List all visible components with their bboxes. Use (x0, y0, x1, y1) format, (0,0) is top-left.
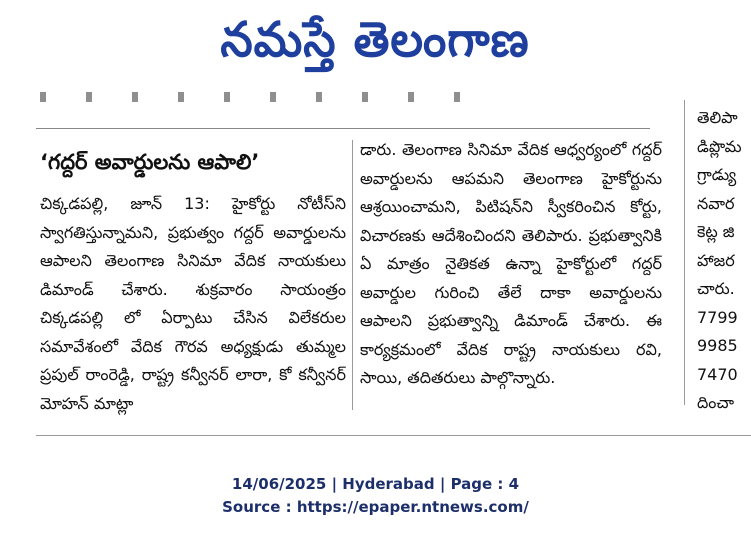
adjacent-line: దించా (697, 393, 735, 412)
adjacent-line: తెలిపా (697, 108, 738, 127)
adjacent-line: హాజర (697, 250, 735, 270)
article-headline: ‘గద్దర్ అవార్డులను ఆపాలి’ (40, 150, 260, 174)
adjacent-line: గ్రాడ్యు (697, 165, 737, 184)
adjacent-line: డిప్లొమ (697, 136, 742, 156)
adjacent-line: చారు. (697, 279, 735, 298)
newspaper-title: నమస్తే తెలంగాణ (220, 10, 530, 68)
article-column-middle (360, 136, 662, 416)
adjacent-line: 7470 (697, 364, 738, 384)
article-column-left (40, 190, 346, 420)
adjacent-line: కెట్ల జి (697, 222, 735, 241)
column-divider (352, 140, 353, 410)
edition-info: 14/06/2025 | Hyderabad | Page : 4 (231, 475, 520, 493)
top-rule (36, 128, 650, 129)
clipping-footer (0, 473, 751, 519)
article-body-middle: డారు. తెలంగాణ సినిమా వేదిక ఆధ్వర్యంలో గద్దర్ అవార్డులను ఆపమని తెలంగాణ హైకోర్టును ఆశ్రయించామని, పిటిషన్‌ని స్వీకరించిన కోర్టు, విచారణకు ఆదేశించిందని తెలిపారు. ప్రభుత్వానికి ఏ మాత్రం నైతికత ఉన్నా హైకోర్టులో గద్దర్ అవార్డుల గురించి తేలే దాకా అవార్డులను ఆపాలని ప్రభుత్వాన్ని డిమాండ్ చేశారు. ఈ కార్యక్రమంలో వేదిక రాష్ట్ర నాయకులు రవి, సాయి, తదితరులు పాల్గొన్నారు. (360, 140, 662, 387)
source-link[interactable]: Source : https://epaper.ntnews.com/ (222, 498, 529, 516)
column-divider-right (684, 100, 685, 405)
article-body-left: చిక్కడపల్లి, జూన్ 13: హైకోర్టు నోటీస్‌ని స్వాగతిస్తున్నామని, ప్రభుత్వం గద్దర్ అవార్డులను ఆపాలని తెలంగాణ సినిమా వేదిక నాయకులు డిమాండ్ చేశారు. శుక్రవారం సాయంత్రం చిక్కడపల్లి లో ఏర్పాటు చేసిన విలేకరుల సమావేశంలో వేదిక గౌరవ అధ్యక్షుడు తుమ్మల ప్రపుల్ రాంరెడ్డి, రాష్ట్ర కన్వీనర్ లారా, కో కన్వీనర్ మోహన్ మాట్లా (40, 194, 346, 413)
bottom-rule (36, 435, 751, 436)
adjacent-line: 9985 (697, 336, 738, 355)
adjacent-line: 7799 (697, 307, 738, 327)
clipped-text-fragment (40, 92, 500, 102)
masthead (0, 0, 751, 80)
adjacent-line: నవార (697, 193, 735, 213)
adjacent-article-column (697, 104, 751, 444)
